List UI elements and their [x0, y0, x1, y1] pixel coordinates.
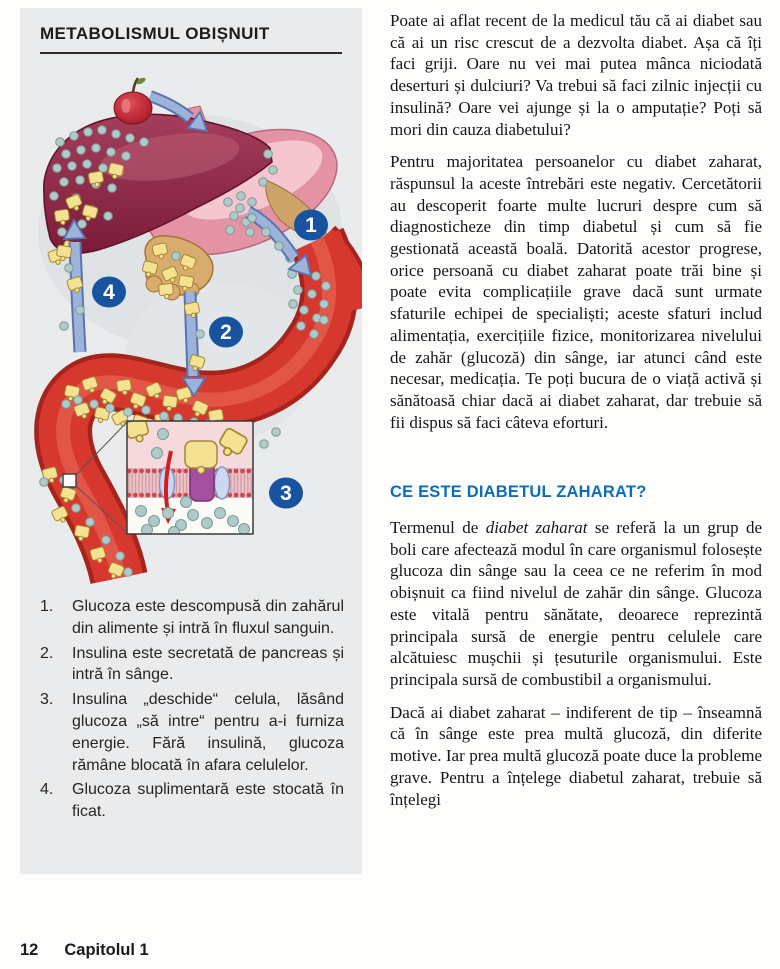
step-label-3: 3 [280, 482, 292, 505]
paragraph-3 [390, 517, 762, 691]
list-item-text: Insulina „deschide“ celula, lăsând glucoza „să intre“ pentru a-i furniza energie. Fără insulină, glucoza rămâne blocată în afara celulelor. [72, 691, 344, 774]
metabolism-sidebar [20, 8, 362, 874]
paragraph-3-italic-term: diabet zaharat [485, 518, 588, 538]
metabolism-step-list [40, 596, 344, 826]
list-item-text: Glucoza este descompusă din zahărul din alimente și intră în fluxul sanguin. [72, 598, 344, 637]
chapter-label: Capitolul 1 [64, 941, 149, 959]
list-item [40, 779, 344, 823]
apple [114, 76, 152, 124]
list-item [40, 596, 344, 640]
list-item-number: 3. [40, 691, 54, 709]
list-item [40, 689, 344, 776]
list-item [40, 643, 344, 687]
step-label-2: 2 [220, 321, 232, 344]
list-item-number: 4. [40, 781, 54, 799]
paragraph-3-pre: Termenul de [390, 518, 486, 538]
list-item-text: Glucoza suplimentară este stocată în ficat. [72, 781, 344, 821]
article-column [390, 10, 762, 821]
list-item-text: Insulina este secretată de pancreas și intră în sânge. [72, 644, 344, 684]
section-heading: CE ESTE DIABETUL ZAHARAT? [390, 483, 647, 502]
step-label-1: 1 [305, 214, 317, 237]
list-item-number: 1. [40, 598, 54, 615]
page-footer [20, 941, 149, 960]
cell-inset [125, 418, 253, 538]
insulin-bound [185, 441, 217, 468]
paragraph-3-post: se referă la un grup de boli care afectează modul în care organismul folosește glucoza din sânge sau la ceea ce ne referim în mod obișnuit ca fiind nivelul de zahăr din sânge. Glucoza este vitală pentru sănătate, deoarece reprezintă principala sursă de energie pentru celulele care alcătuiesc mușchii și țesuturile organismului. Este principala sursă de combustibil a organismului. [390, 518, 762, 689]
list-item-number: 2. [40, 644, 54, 662]
sidebar-title: METABOLISMUL OBIȘNUIT [40, 24, 342, 54]
channel-protein [215, 467, 230, 499]
page-number: 12 [20, 941, 39, 959]
metabolism-diagram [20, 62, 362, 588]
step-label-4: 4 [103, 281, 115, 304]
paragraph-2: Pentru majoritatea persoanelor cu diabet zaharat, răspunsul la aceste întrebări este negativ. Cercetătorii au descoperit foarte multe lucruri despre cum să diagnosticheze din timp diabetul și cum să fie gestionată această boală. Datorită acestor progrese, orice persoană cu diabet zaharat poate trăi bine și poate evita complicațiile grave dacă sunt urmate sfaturile echipei de specialiști; aceste sfaturi includ alimentația, exercițiile fizice, monitorizarea nivelului de zahăr (glucoză) din sânge, iar atunci când este necesar, medicația. Te poți bucura de o viață activă și sănătoasă chiar dacă ai diabet zaharat, dar trebuie să fii dispus să faci câteva eforturi. [390, 152, 762, 432]
paragraph-4: Dacă ai diabet zaharat – indiferent de tip – înseamnă că în sânge este prea multă glucoză, din diferite motive. Iar prea multă glucoză poate duce la probleme grave. Pentru a înțelege diabetul zaharat, trebuie să înțelegi [390, 702, 762, 809]
paragraph-1: Poate ai aflat recent de la medicul tău că ai diabet sau că ai un risc crescut de a dezvolta diabet. Așa că îți faci griji. Oare nu vei mai putea mânca niciodată deserturi și dulciuri? Va trebui să faci zilnic injecții cu insulină? Oare vei ajunge și la o amputație? Poți să mori din cauza diabetului? [390, 11, 762, 139]
